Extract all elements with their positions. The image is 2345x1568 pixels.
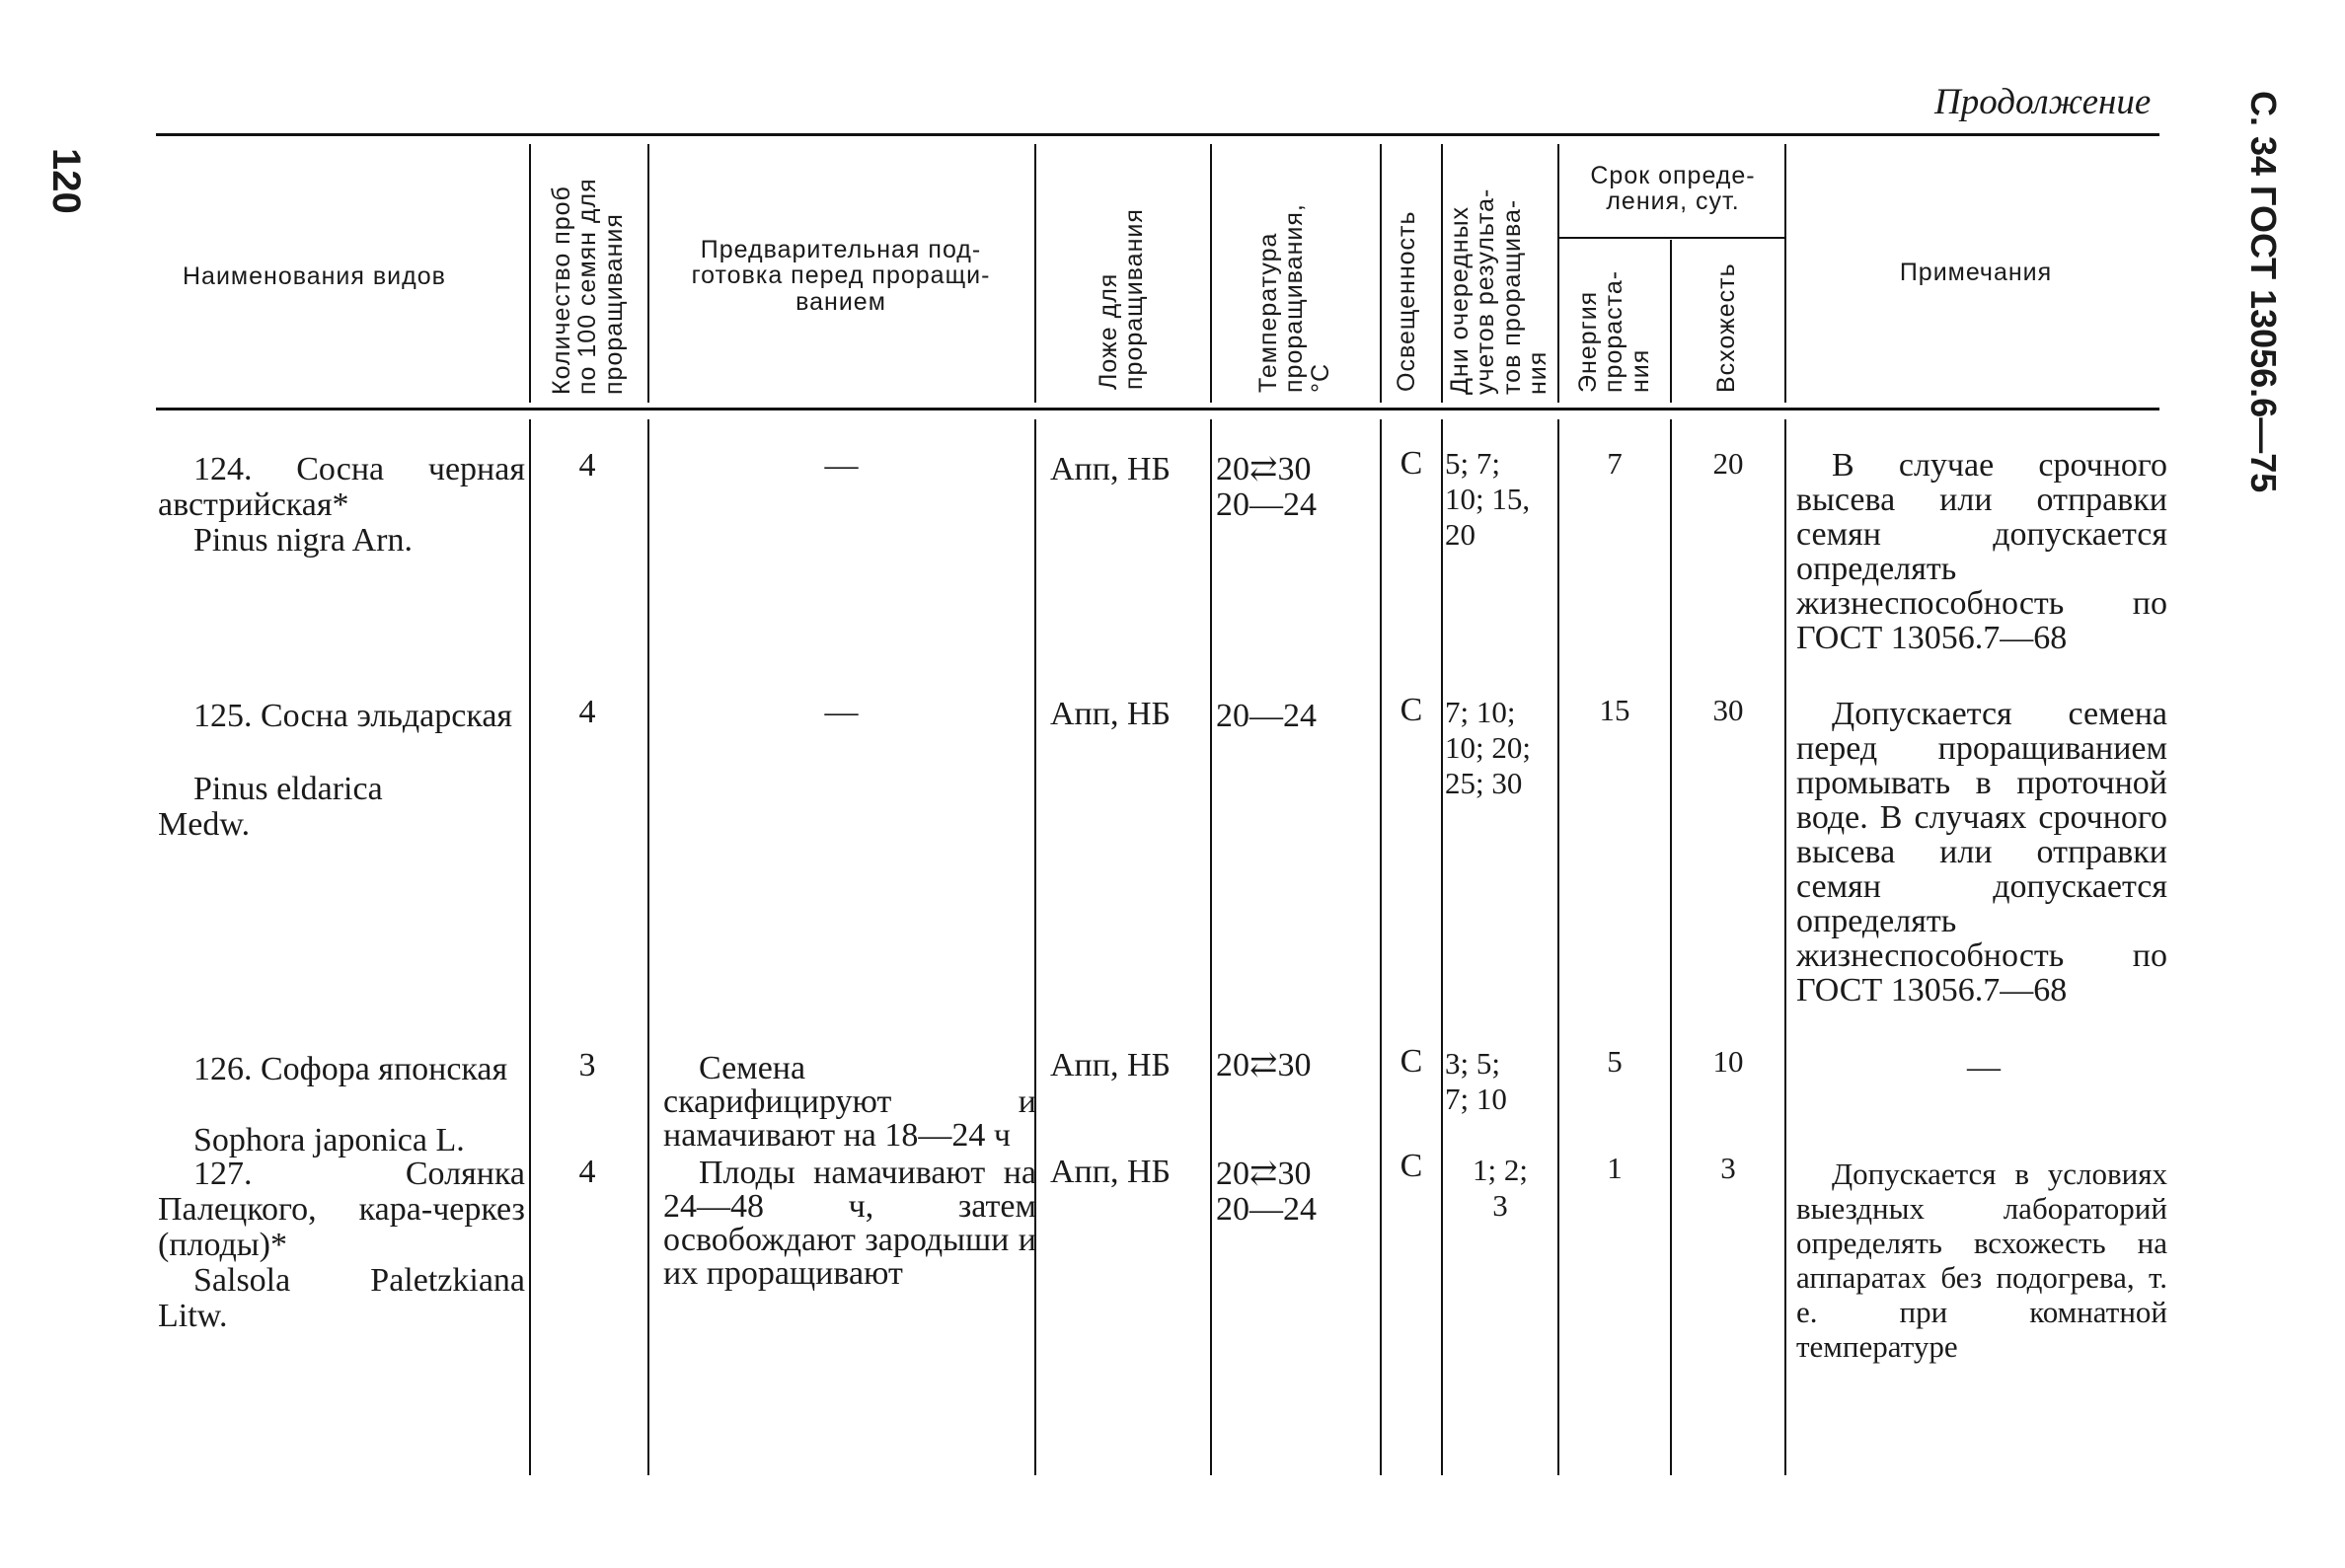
col-divider (647, 419, 649, 1475)
table-row-124-light: С (1399, 445, 1423, 482)
header-light: Освещенность (1393, 210, 1420, 392)
table-row-127-notes: Допускается в условиях выездных лабораторий определять всхожесть на аппаратах без подогрева, т. е. при комнатной температуре (1796, 1157, 2167, 1364)
table-row-125-latin: Pinus eldarica Medw. (158, 771, 383, 843)
table-row-127-temperature: 20⇄30 20—24 (1216, 1156, 1317, 1228)
table-row-127-preparation: Плоды намачивают на 24—48 ч, затем освобождают зародыши и их проращивают (663, 1155, 1036, 1292)
table-row-126-germination: 10 (1712, 1044, 1744, 1079)
table-row-126-energy: 5 (1607, 1044, 1623, 1079)
col-divider (647, 144, 649, 403)
col-divider (1670, 419, 1672, 1475)
table-row-125-samples: 4 (578, 694, 596, 730)
table-row-125-name: 125. Сосна эльдарская (193, 698, 513, 734)
table-row-126-bed: Апп, НБ (1050, 1047, 1172, 1083)
col-divider (1557, 144, 1559, 403)
table-row-124-notes: В случае срочного высева или отправки семян допускается определять жизнеспособность по ГОСТ 13056.7—68 (1796, 447, 2167, 656)
table-row-125-preparation: — (824, 694, 859, 730)
col-divider (1210, 144, 1212, 403)
col-divider (1784, 419, 1786, 1475)
header-name: Наименования видов (183, 262, 446, 290)
header-samples: Количество проб по 100 семян для проращивания (548, 178, 628, 395)
table-row-124-energy: 7 (1607, 446, 1623, 481)
header-bed: Ложе для проращивания (1095, 208, 1149, 390)
table-row-125-notes: Допускается семена перед проращиванием промывать в проточной воде. В случаях срочного высева или отправки семян допускается определять жизнеспособность по ГОСТ 13056.7—68 (1796, 696, 2167, 1008)
col-divider (1034, 144, 1036, 403)
table-row-126-notes: — (1967, 1049, 2001, 1085)
table-row-124-temperature: 20⇄30 20—24 (1216, 451, 1317, 523)
header-notes: Примечания (1899, 259, 2053, 286)
col-divider (529, 144, 531, 403)
table-row-125-count-days: 7; 10; 10; 20; 25; 30 (1445, 695, 1531, 800)
table-top-rule (156, 133, 2159, 136)
term-group-rule (1559, 237, 1786, 239)
table-row-124-preparation: — (824, 447, 859, 484)
col-divider (1441, 419, 1443, 1475)
continuation-label: Продолжение (1934, 82, 2152, 122)
table-row-125-germination: 30 (1712, 693, 1744, 727)
col-divider (1784, 144, 1786, 403)
header-preparation: Предварительная под- готовка перед проращи- ванием (691, 236, 991, 316)
col-divider (1210, 419, 1212, 1475)
table-row-127-samples: 4 (578, 1154, 596, 1190)
table-row-124-name: 124. Сосна черная австрийская* (158, 451, 525, 523)
header-energy: Энергия прораста- ния (1574, 269, 1654, 393)
col-divider (1670, 240, 1672, 403)
table-row-124-latin: Pinus nigra Arn. (193, 522, 413, 559)
table-row-126-temperature: 20⇄30 (1216, 1047, 1312, 1083)
table-row-127-bed: Апп, НБ (1050, 1154, 1172, 1190)
table-row-125-temperature: 20—24 (1216, 698, 1317, 734)
col-divider (1441, 144, 1443, 403)
col-divider (1557, 419, 1559, 1475)
table-row-127-germination: 3 (1720, 1151, 1736, 1185)
table-row-125-energy: 15 (1599, 693, 1630, 727)
table-row-127-count-days: 1; 2; 3 (1473, 1153, 1528, 1223)
table-row-126-count-days: 3; 5; 7; 10 (1445, 1046, 1507, 1116)
col-divider (1380, 419, 1382, 1475)
table-row-127-energy: 1 (1607, 1151, 1623, 1185)
header-temperature: Температура проращивания, °С (1254, 203, 1334, 393)
table-row-127-latin: Salsola Paletzkiana Litw. (158, 1262, 525, 1334)
header-germination: Всхожесть (1712, 262, 1740, 393)
table-row-124-bed: Апп, НБ (1050, 451, 1172, 487)
col-divider (1034, 419, 1036, 1475)
table-row-124-samples: 4 (578, 447, 596, 484)
header-term-group: Срок опреде- ления, сут. (1590, 162, 1756, 216)
col-divider (1380, 144, 1382, 403)
table-row-124-germination: 20 (1712, 446, 1744, 481)
table-row-126-samples: 3 (578, 1047, 596, 1083)
header-bottom-rule (156, 408, 2159, 411)
table-row-125-bed: Апп, НБ (1050, 696, 1172, 732)
standard-reference: С. 34 ГОСТ 13056.6—75 (2243, 91, 2284, 493)
table-row-125-light: С (1399, 692, 1423, 728)
table-row-126-latin: Sophora japonica L. (193, 1122, 465, 1158)
header-count-days: Дни очередных учетов результа- тов проращива- ния (1446, 187, 1551, 395)
table-row-126-name: 126. Софора японская (193, 1051, 508, 1087)
table-row-127-light: С (1399, 1148, 1423, 1184)
col-divider (529, 419, 531, 1475)
table-row-126-light: С (1399, 1043, 1423, 1080)
table-row-126-preparation: Семена скарифицируют и намачивают на 18—24 ч (663, 1050, 1036, 1154)
page-number: 120 (44, 148, 88, 214)
table-row-124-count-days: 5; 7; 10; 15, 20 (1445, 446, 1531, 552)
table-row-127-name: 127. Солянка Палецкого, кара-черкез (плоды)* (158, 1156, 525, 1263)
